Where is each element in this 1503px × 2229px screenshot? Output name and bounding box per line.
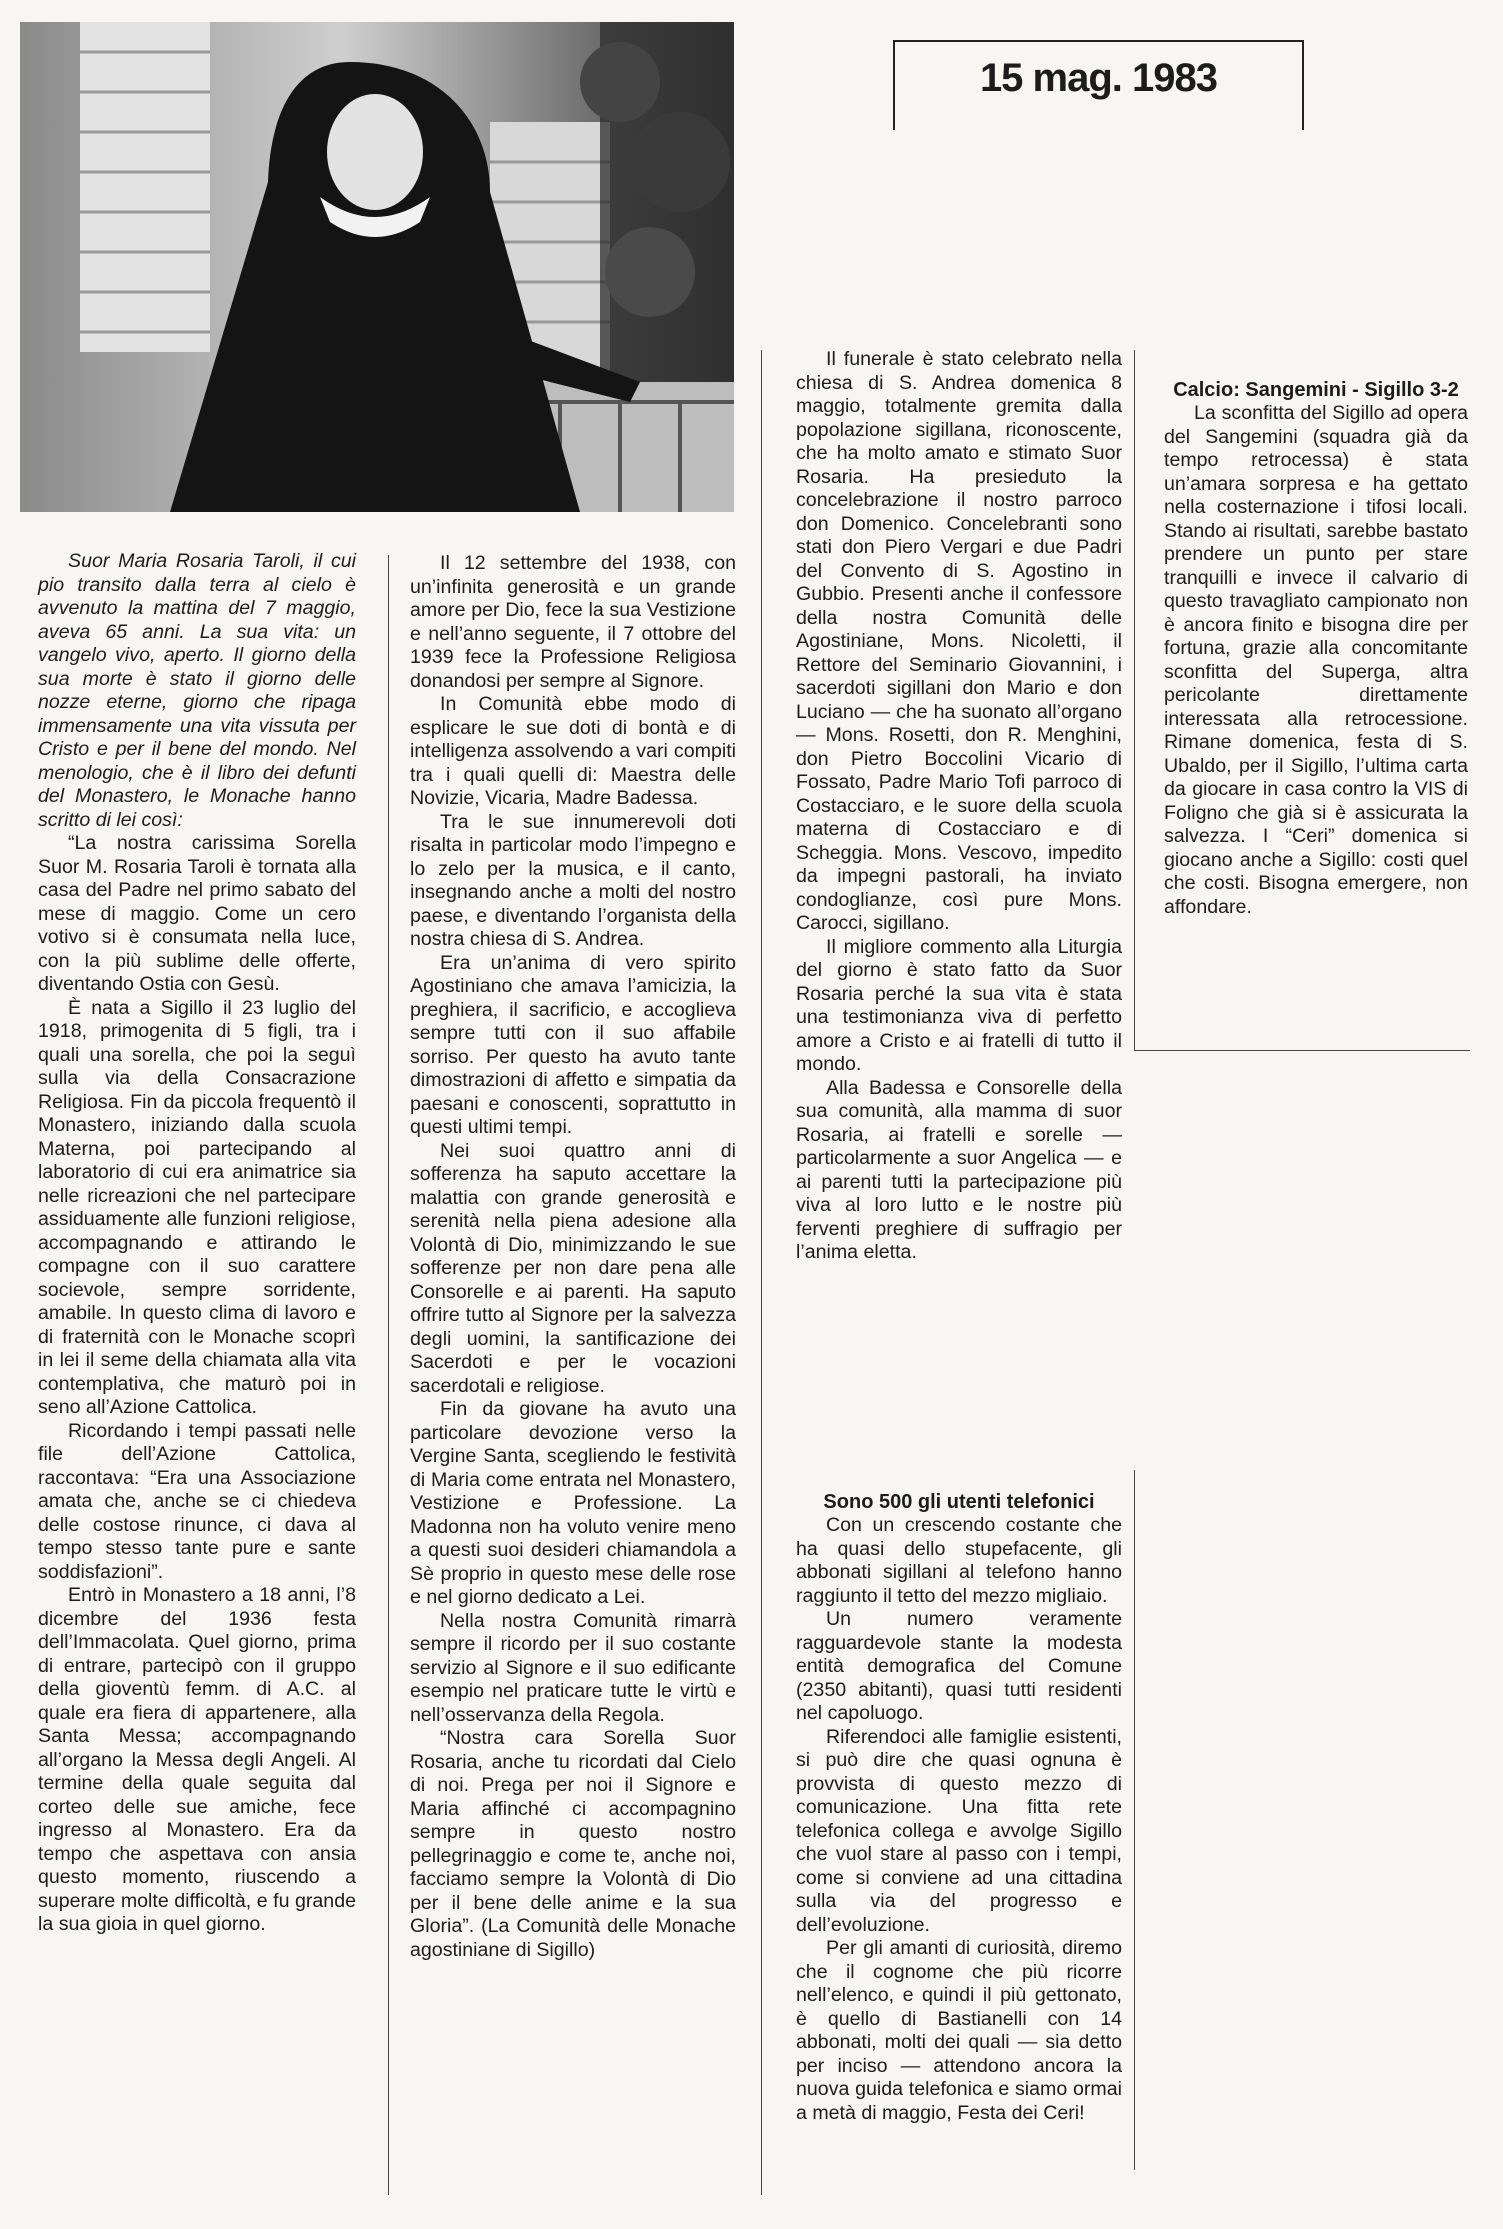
- column-rule-3: [761, 350, 762, 2195]
- column-4-bottom-rule: [1134, 1050, 1470, 1051]
- obituary-paragraph: In Comunità ebbe modo di esplicare le sue doti di bontà e di intelligenza assolvendo a vari compiti tra i quali quelli di: Maestra delle Novizie, Vicaria, Madre Badessa.: [410, 693, 736, 809]
- telephone-paragraph: Per gli amanti di curiosità, diremo che il cognome che più ricorre nell’elenco, e quindi il più gettonato, è quello di Bastianelli con 14 abbonati, molti dei quali — sia detto per inciso — attendono ancora la nuova guida telefonica e siamo ormai a metà di maggio, Festa dei Ceri!: [796, 1937, 1122, 2124]
- nun-photo-illustration: [20, 22, 734, 512]
- obituary-column-1: [38, 550, 356, 1937]
- column-rule-2: [388, 555, 389, 2195]
- obituary-paragraph: Fin da giovane ha avuto una particolare devozione verso la Vergine Santa, scegliendo le festività di Maria come entrata nel Monastero, Vestizione e Professione. La Madonna non ha voluto venire meno a questi suoi desideri chiamandola a Sè proprio in questo mese delle rose e nel giorno dedicato a Lei.: [410, 1398, 736, 1608]
- column-rule-4: [1134, 350, 1135, 1050]
- funeral-paragraph: Il funerale è stato celebrato nella chiesa di S. Andrea domenica 8 maggio, totalmente gremita dalla popolazione sigillana, riconoscente, che ha molto amato e stimato Suor Rosaria. Ha presieduto la concelebrazione il nostro parroco don Domenico. Concelebranti sono stati don Piero Vergari e due Padri del Convento di S. Agostino in Gubbio. Presenti anche il confessore della nostra Comunità delle Agostiniane, Mons. Nicoletti, il Rettore del Seminario Giovannini, i sacerdoti sigillani don Mario e don Luciano — che ha suonato all’organo — Mons. Rosetti, don R. Menghini, don Pietro Boccolini Vicario di Fossato, Padre Mario Tofi parroco di Costacciaro, e le suore della scuola materna di Costacciaro e di Scheggia. Mons. Vescovo, impedito da impegni pastorali, ha inviato condoglianze, così pure Mons. Carocci, sigillano.: [796, 348, 1122, 934]
- telephone-paragraph: Riferendoci alle famiglie esistenti, si può dire che quasi ognuna è provvista di questo mezzo di comunicazione. Una fitta rete telefonica collega e avvolge Sigillo che vuol stare al passo con i tempi, come si conviene ad una cittadina sulla via del progresso e dell’evoluzione.: [796, 1725, 1122, 1936]
- obituary-paragraph: “La nostra carissima Sorella Suor M. Rosaria Taroli è tornata alla casa del Padre nel primo sabato del mese di maggio. Come un cero votivo si è consumata nella luce, con la più sublime delle offerte, diventando Ostia con Gesù.: [38, 832, 356, 995]
- obituary-paragraph: Era un’anima di vero spirito Agostiniano che amava l’amicizia, la preghiera, il sacrificio, e accoglieva sempre tutti con il suo affabile sorriso. Per questo ha avuto tante dimostrazioni di affetto e simpatia da paesani e conoscenti, soprattutto in questi ultimi tempi.: [410, 951, 736, 1138]
- telephone-paragraph: Un numero veramente ragguardevole stante la modesta entità demografica del Comune (2350 abitanti), quasi tutti residenti nel capoluogo.: [796, 1608, 1122, 1724]
- funeral-paragraph: Il migliore commento alla Liturgia del giorno è stato fatto da Suor Rosaria perché la sua vita è stata una testimonianza viva di perfetto amore a Cristo e ai fratelli di tutto il mondo.: [796, 935, 1122, 1075]
- football-article: [1164, 348, 1468, 919]
- obituary-paragraph: È nata a Sigillo il 23 luglio del 1918, primogenita di 5 figli, tra i quali una sorella, che poi la seguì sulla via della Consacrazione Religiosa. Fin da piccola frequentò il Monastero, iniziando dalla scuola Materna, poi partecipando al laboratorio di cui era animatrice sia nelle ricreazioni che nel partecipare assiduamente alle funzioni religiose, accompagnando e attirando le compagne con il suo carattere socievole, sempre sorridente, amabile. In questo clima di lavoro e di fraternità con le Monache scoprì in lei il seme della chiamata alla vita contemplativa, che maturò poi in seno all’Azione Cattolica.: [38, 996, 356, 1418]
- obituary-paragraph: “Nostra cara Sorella Suor Rosaria, anche tu ricordati dal Cielo di noi. Prega per noi il Signore e Maria affinché ci accompagnino sempre in questo nostro pellegrinaggio e come te, anche noi, facciamo sempre la Volontà di Dio per il bene delle anime e la sua Gloria”. (La Comunità delle Monache agostiniane di Sigillo): [410, 1727, 736, 1961]
- football-paragraph: La sconfitta del Sigillo ad opera del Sangemini (squadra già da tempo retrocessa) è stata un’amara sorpresa e ha gettato nella costernazione i tifosi locali. Stando ai risultati, sarebbe bastato prendere un punto per stare tranquilli e invece il calvario di questo travagliato campionato non è ancora finito e bisogna dire per fortuna, grazie alla concomitante sconfitta del Superga, altra pericolante direttamente interessata alla retrocessione. Rimane domenica, festa di S. Ubaldo, per il Sigillo, l’ultima carta da giocare in casa contro la VIS di Foligno che già si è assicurata la salvezza. I “Ceri” domenica si giocano anche a Sigillo: costi quel che costi. Bisogna emergere, non affondare.: [1164, 402, 1468, 918]
- obituary-paragraph: Entrò in Monastero a 18 anni, l’8 dicembre del 1936 festa dell’Immacolata. Quel giorno, prima di entrare, partecipò con il gruppo della gioventù femm. di A.C. al quale era fiera di appartenere, alla Santa Messa; accompagnando all’organo la Messa degli Angeli. Al termine della quale seguita dal corteo delle sue amiche, fece ingresso al Monastero. Era da tempo che aspettava con ansia questo momento, riuscendo a superare molte difficoltà, e fu grande la sua gioia in quel giorno.: [38, 1584, 356, 1935]
- telephone-paragraph: Con un crescendo costante che ha quasi dello stupefacente, gli abbonati sigillani al telefono hanno raggiunto il tetto del mezzo migliaio.: [796, 1514, 1122, 1607]
- publication-date: 15 mag. 1983: [979, 56, 1217, 100]
- column-5-right-rule: [1134, 1470, 1135, 2170]
- funeral-column: [796, 348, 1122, 1265]
- obituary-paragraph: Ricordando i tempi passati nelle file dell’Azione Cattolica, raccontava: “Era una Associazione amata che, anche se ci chiedeva delle costose rinunce, ci dava al tempo stesso tante pure e sante soddisfazioni”.: [38, 1419, 356, 1583]
- funeral-paragraph: Alla Badessa e Consorelle della sua comunità, alla mamma di suor Rosaria, ai fratelli e sorelle — particolarmente a suor Angelica — e ai parenti tutti la partecipazione più viva al loro lutto e le nostre più ferventi preghiere di suffragio per l’anima eletta.: [796, 1076, 1122, 1263]
- nun-photo: [20, 22, 734, 512]
- obituary-paragraph: Nei suoi quattro anni di sofferenza ha saputo accettare la malattia con grande generosità e serenità nella piena adesione alla Volontà di Dio, minimizzando le sue sofferenze per non dare pena alle Consorelle e ai parenti. Ha saputo offrire tutto al Signore per la salvezza degli uomini, la santificazione dei Sacerdoti e per le vocazioni sacerdotali e religiose.: [410, 1139, 736, 1397]
- obituary-lead: Suor Maria Rosaria Taroli, il cui pio transito dalla terra al cielo è avvenuto la mattina del 7 maggio, aveva 65 anni. La sua vita: un vangelo vivo, aperto. Il giorno della sua morte è stato il giorno delle nozze eterne, giorno che ripaga immensamente una vita vissuta per Cristo e per il bene del mondo. Nel menologio, che è il libro dei defunti del Monastero, le Monache hanno scritto di lei così:: [38, 550, 356, 831]
- obituary-paragraph: Nella nostra Comunità rimarrà sempre il ricordo per il suo costante servizio al Signore e il suo edificante esempio nel praticare tutte le virtù e nell’osservanza della Regola.: [410, 1609, 736, 1726]
- date-box: [893, 40, 1304, 130]
- football-headline: Calcio: Sangemini - Sigillo 3-2: [1173, 379, 1459, 401]
- obituary-paragraph: Tra le sue innumerevoli doti risalta in particolar modo l’impegno e lo zelo per la musica, e il canto, insegnando anche a molti del nostro paese, e diventando l’organista della nostra chiesa di S. Andrea.: [410, 810, 736, 950]
- obituary-column-2: [410, 552, 736, 1962]
- telephone-headline: Sono 500 gli utenti telefonici: [823, 1491, 1095, 1513]
- obituary-paragraph: Il 12 settembre del 1938, con un’infinita generosità e un grande amore per Dio, fece la sua Vestizione e nell’anno seguente, il 7 ottobre del 1939 fece la Professione Religiosa donandosi per sempre al Signore.: [410, 552, 736, 692]
- telephone-article: [796, 1490, 1122, 2125]
